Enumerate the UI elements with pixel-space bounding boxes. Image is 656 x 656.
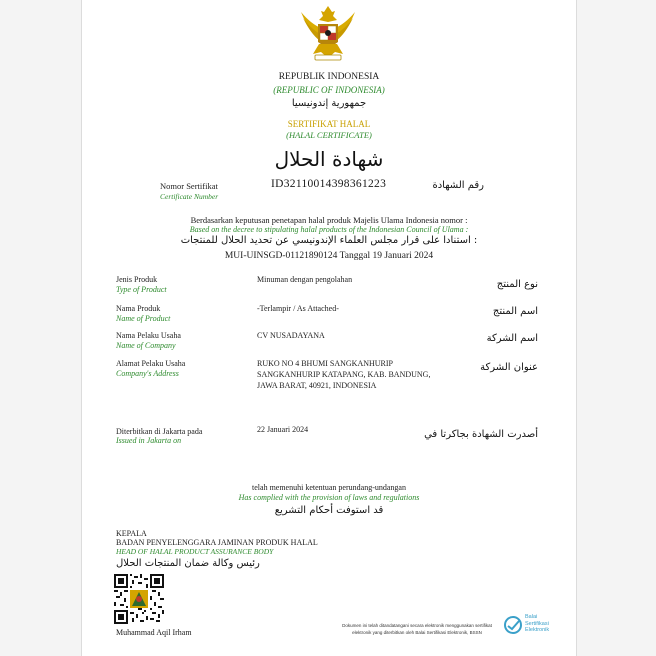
e-signature-notice-line: Dokumen ini telah ditandatangani secara elektronik menggunakan sertifikat <box>342 623 492 628</box>
decree-number: MUI-UINSGD-01121890124 Tanggal 19 Januari 2024 <box>224 251 434 261</box>
basis-text-ar: استنادا على قرار مجلس العلماء الإندونيسي عن تحديد الحلال للمنتجات : <box>180 235 478 246</box>
field-label-en: Type of Product <box>116 285 167 294</box>
field-value: -Terlampir / As Attached- <box>257 304 339 313</box>
issued-label-en: Issued in Jakarta on <box>116 436 182 445</box>
compliance-text-en: Has complied with the provision of laws and regulations <box>238 493 420 502</box>
issued-date: 22 Januari 2024 <box>257 425 309 434</box>
compliance-text-ar: قد استوفت أحكام التشريع <box>274 505 384 516</box>
e-signature-notice-line: elektronik yang diterbitkan oleh Balai Sertifikasi Elektronik, BSSN <box>352 630 482 635</box>
signatory-title: KEPALA <box>116 529 147 538</box>
bsre-logo-icon <box>503 614 523 636</box>
compliance-text: telah memenuhi ketentuan perundang-undangan <box>252 483 406 492</box>
field-value: CV NUSADAYANA <box>257 331 325 340</box>
field-label-ar: اسم المنتج <box>492 306 538 317</box>
e-signature-notice <box>332 622 502 636</box>
certificate-page <box>81 0 577 656</box>
signatory-agency-en: HEAD OF HALAL PRODUCT ASSURANCE BODY <box>116 547 274 556</box>
field-label: Nama Pelaku Usaha <box>116 331 181 340</box>
signatory-agency-ar: رئيس وكالة ضمان المنتجات الحلال <box>116 558 260 569</box>
bsre-text-line: Balai <box>525 614 538 620</box>
basis-text-en: Based on the decree to stipulating halal products of the Indonesian Council of Ulama : <box>189 225 469 234</box>
signatory-name: Muhammad Aqil Irham <box>116 628 192 637</box>
cert-number-label-ar: رقم الشهادة <box>432 180 484 191</box>
field-label-en: Company's Address <box>116 369 179 378</box>
qr-code <box>114 574 164 624</box>
field-label-ar: نوع المنتج <box>496 279 538 290</box>
cert-number-label-en: Certificate Number <box>160 192 219 201</box>
signatory-agency: BADAN PENYELENGGARA JAMINAN PRODUK HALAL <box>116 538 318 547</box>
country-name: REPUBLIK INDONESIA <box>278 72 380 82</box>
bsre-text-line: Sertifikasi <box>525 620 549 627</box>
field-label-en: Name of Product <box>116 314 171 323</box>
cert-number-label: Nomor Sertifikat <box>160 181 218 191</box>
field-label-ar: عنوان الشركة <box>480 362 538 373</box>
issued-label: Diterbitkan di Jakarta pada <box>116 427 203 436</box>
field-label: Nama Produk <box>116 304 161 313</box>
field-label: Alamat Pelaku Usaha <box>116 359 186 368</box>
bsre-text-line: Elektronik <box>525 627 550 633</box>
address-line: SANGKANHURIP KATAPANG, KAB. BANDUNG, <box>257 370 431 379</box>
address-line: RUKO NO 4 BHUMI SANGKANHURIP <box>257 359 394 368</box>
garuda-emblem <box>299 2 357 64</box>
certificate-title-en: (HALAL CERTIFICATE) <box>286 130 372 140</box>
address-line: JAWA BARAT, 40921, INDONESIA <box>257 381 377 390</box>
field-label: Jenis Produk <box>116 275 158 284</box>
basis-text: Berdasarkan keputusan penetapan halal produk Majelis Ulama Indonesia nomor : <box>190 215 468 225</box>
bsre-logo-text <box>525 614 549 634</box>
cert-number-value: ID32110014398361223 <box>271 178 387 190</box>
field-label-ar: اسم الشركة <box>486 333 538 344</box>
issued-label-ar: أصدرت الشهادة بجاكرتا في <box>424 429 538 440</box>
country-name-ar: جمهورية إندونيسيا <box>291 98 367 109</box>
country-name-en: (REPUBLIC OF INDONESIA) <box>273 85 385 95</box>
certificate-title: SERTIFIKAT HALAL <box>287 119 371 129</box>
field-value: Minuman dengan pengolahan <box>257 275 353 284</box>
certificate-title-ar: شهادة الحلال <box>274 147 384 171</box>
field-label-en: Name of Company <box>116 341 176 350</box>
